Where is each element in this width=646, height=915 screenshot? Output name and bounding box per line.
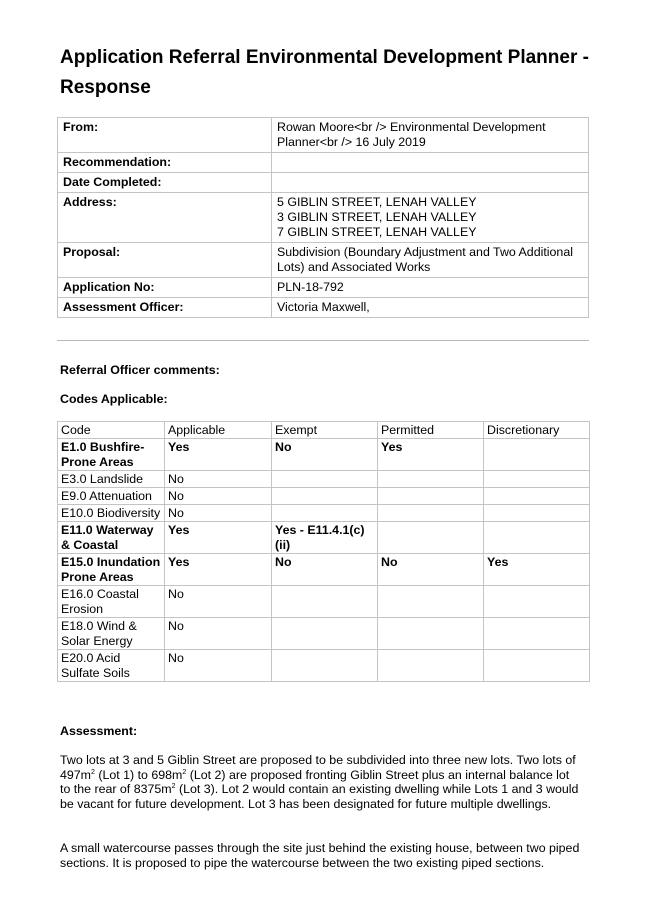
cell-permitted bbox=[378, 618, 484, 650]
assessment-text: (Lot 3). Lot 2 would contain an existing dwelling while Lots 1 and 3 would be vacant for future development. Lot 3 has been designated for future multiple dwellings. bbox=[60, 782, 579, 811]
table-row bbox=[58, 505, 590, 522]
superscript: 2 bbox=[171, 783, 176, 791]
cell-applicable: No bbox=[165, 505, 272, 522]
info-label: From: bbox=[58, 118, 272, 153]
cell-discretionary bbox=[484, 505, 590, 522]
info-row bbox=[58, 278, 589, 298]
column-header: Discretionary bbox=[484, 422, 590, 439]
table-row bbox=[58, 554, 590, 586]
codes-header-row bbox=[58, 422, 590, 439]
codes-applicable-heading: Codes Applicable: bbox=[60, 392, 168, 406]
cell-discretionary bbox=[484, 488, 590, 505]
cell-discretionary bbox=[484, 618, 590, 650]
cell-code: E11.0 Waterway & Coastal bbox=[58, 522, 165, 554]
cell-permitted bbox=[378, 522, 484, 554]
table-row bbox=[58, 650, 590, 682]
cell-permitted: Yes bbox=[378, 439, 484, 471]
assessment-text: Two lots at 3 and 5 Giblin Street are proposed to be subdivided into three new lots. Two lots of 497m bbox=[60, 753, 576, 782]
cell-code: E20.0 Acid Sulfate Soils bbox=[58, 650, 165, 682]
cell-code: E18.0 Wind & Solar Energy bbox=[58, 618, 165, 650]
column-header: Code bbox=[58, 422, 165, 439]
info-value bbox=[272, 153, 589, 173]
cell-code: E1.0 Bushfire-Prone Areas bbox=[58, 439, 165, 471]
info-row bbox=[58, 193, 589, 243]
cell-applicable: Yes bbox=[165, 439, 272, 471]
cell-applicable: No bbox=[165, 650, 272, 682]
cell-code: E3.0 Landslide bbox=[58, 471, 165, 488]
assessment-heading: Assessment: bbox=[60, 724, 138, 738]
info-label: Recommendation: bbox=[58, 153, 272, 173]
info-value bbox=[272, 173, 589, 193]
cell-code: E9.0 Attenuation bbox=[58, 488, 165, 505]
assessment-text: (Lot 1) to 698m bbox=[94, 767, 183, 782]
info-label: Proposal: bbox=[58, 243, 272, 278]
info-row bbox=[58, 298, 589, 318]
application-info-table bbox=[57, 117, 589, 318]
cell-applicable: Yes bbox=[165, 554, 272, 586]
info-label: Date Completed: bbox=[58, 173, 272, 193]
cell-discretionary bbox=[484, 650, 590, 682]
section-divider bbox=[57, 340, 589, 341]
cell-discretionary bbox=[484, 522, 590, 554]
cell-exempt: No bbox=[272, 554, 378, 586]
cell-exempt bbox=[272, 586, 378, 618]
table-row bbox=[58, 471, 590, 488]
info-row bbox=[58, 118, 589, 153]
info-value: Victoria Maxwell, bbox=[272, 298, 589, 318]
cell-code: E10.0 Biodiversity bbox=[58, 505, 165, 522]
cell-discretionary bbox=[484, 471, 590, 488]
table-row bbox=[58, 522, 590, 554]
cell-permitted bbox=[378, 505, 484, 522]
info-row bbox=[58, 243, 589, 278]
cell-exempt bbox=[272, 618, 378, 650]
info-row bbox=[58, 173, 589, 193]
cell-discretionary bbox=[484, 439, 590, 471]
table-row bbox=[58, 488, 590, 505]
cell-exempt bbox=[272, 488, 378, 505]
info-value: 5 GIBLIN STREET, LENAH VALLEY 3 GIBLIN STREET, LENAH VALLEY 7 GIBLIN STREET, LENAH VALLEY bbox=[272, 193, 589, 243]
table-row bbox=[58, 618, 590, 650]
cell-discretionary bbox=[484, 586, 590, 618]
superscript: 2 bbox=[91, 768, 95, 776]
cell-permitted bbox=[378, 650, 484, 682]
cell-applicable: No bbox=[165, 471, 272, 488]
table-row bbox=[58, 439, 590, 471]
cell-permitted bbox=[378, 471, 484, 488]
cell-applicable: No bbox=[165, 586, 272, 618]
codes-applicable-table bbox=[57, 421, 590, 682]
column-header: Permitted bbox=[378, 422, 484, 439]
assessment-paragraph bbox=[60, 753, 580, 811]
assessment-text: (Lot 2) are proposed fronting Giblin Street plus an internal balance lot to the rear of 8375m bbox=[60, 767, 570, 797]
cell-permitted bbox=[378, 488, 484, 505]
cell-exempt: No bbox=[272, 439, 378, 471]
info-value: PLN-18-792 bbox=[272, 278, 589, 298]
page-title: Application Referral Environmental Development Planner - Response bbox=[60, 47, 589, 98]
column-header: Exempt bbox=[272, 422, 378, 439]
cell-exempt bbox=[272, 505, 378, 522]
cell-exempt bbox=[272, 471, 378, 488]
cell-applicable: Yes bbox=[165, 522, 272, 554]
cell-applicable: No bbox=[165, 488, 272, 505]
info-label: Application No: bbox=[58, 278, 272, 298]
cell-applicable: No bbox=[165, 618, 272, 650]
column-header: Applicable bbox=[165, 422, 272, 439]
info-value: Rowan Moore<br /> Environmental Development Planner<br /> 16 July 2019 bbox=[272, 118, 589, 153]
cell-discretionary: Yes bbox=[484, 554, 590, 586]
referral-comments-heading: Referral Officer comments: bbox=[60, 363, 220, 377]
cell-exempt bbox=[272, 650, 378, 682]
info-value: Subdivision (Boundary Adjustment and Two Additional Lots) and Associated Works bbox=[272, 243, 589, 278]
info-label: Address: bbox=[58, 193, 272, 243]
info-label: Assessment Officer: bbox=[58, 298, 272, 318]
cell-permitted bbox=[378, 586, 484, 618]
cell-exempt: Yes - E11.4.1(c) (ii) bbox=[272, 522, 378, 554]
cell-code: E16.0 Coastal Erosion bbox=[58, 586, 165, 618]
superscript: 2 bbox=[182, 768, 187, 776]
table-row bbox=[58, 586, 590, 618]
cell-code: E15.0 Inundation Prone Areas bbox=[58, 554, 165, 586]
cell-permitted: No bbox=[378, 554, 484, 586]
info-row bbox=[58, 153, 589, 173]
assessment-paragraph: A small watercourse passes through the site just behind the existing house, between two piped sections. It is proposed to pipe the watercourse between the two existing piped sections. bbox=[60, 841, 580, 870]
